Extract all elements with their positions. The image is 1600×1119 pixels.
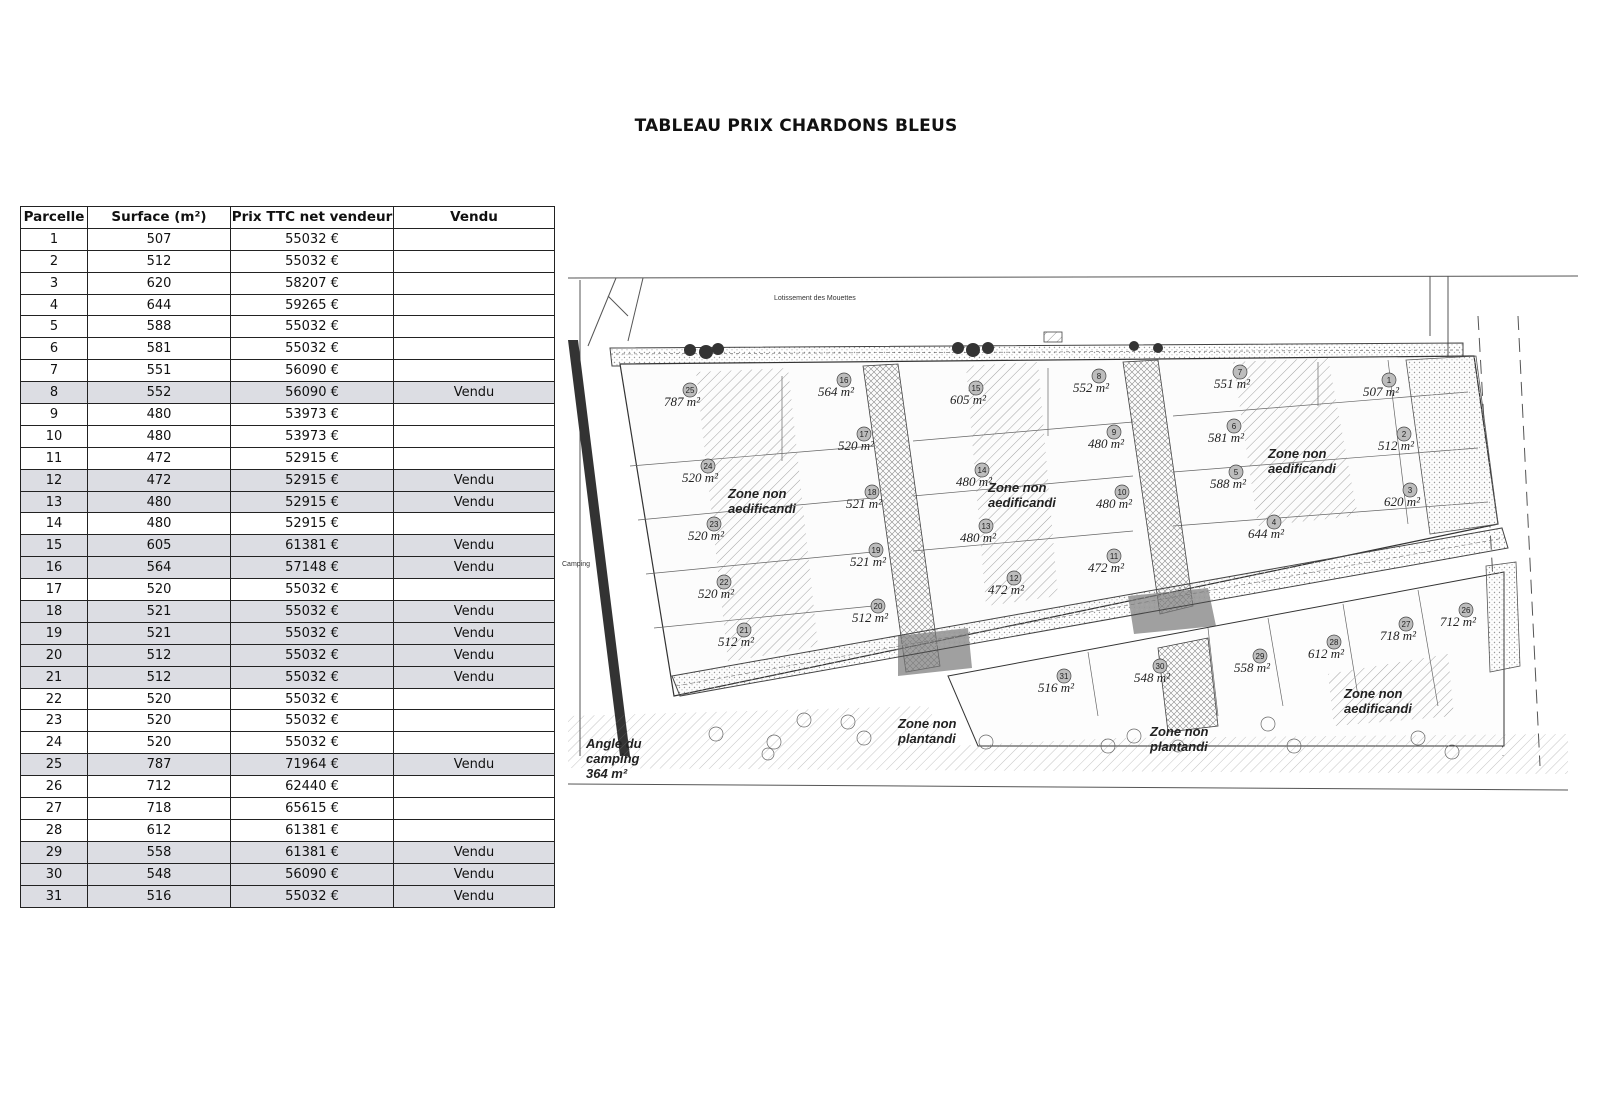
- cell-surface: 512: [88, 250, 231, 272]
- cell-prix: 55032 €: [231, 228, 394, 250]
- lot-number: 24: [703, 462, 713, 471]
- lot-area: 480 m²: [956, 474, 993, 489]
- lot-number: 7: [1237, 368, 1243, 377]
- cell-vendu: Vendu: [394, 644, 555, 666]
- cell-vendu: Vendu: [394, 885, 555, 907]
- cell-parcelle: 3: [21, 272, 88, 294]
- cell-parcelle: 15: [21, 535, 88, 557]
- lot-area: 548 m²: [1134, 670, 1171, 685]
- lot-area: 472 m²: [988, 582, 1025, 597]
- zone-label-line1: Zone non: [1344, 686, 1403, 701]
- lot-area: 480 m²: [960, 530, 997, 545]
- cell-vendu: Vendu: [394, 469, 555, 491]
- cell-prix: 55032 €: [231, 710, 394, 732]
- header-vendu: Vendu: [394, 207, 555, 229]
- lot-number: 22: [719, 578, 729, 587]
- cell-parcelle: 27: [21, 798, 88, 820]
- cell-prix: 62440 €: [231, 776, 394, 798]
- cell-parcelle: 25: [21, 754, 88, 776]
- cell-prix: 65615 €: [231, 798, 394, 820]
- cell-vendu: [394, 688, 555, 710]
- lot-area: 512 m²: [1378, 438, 1415, 453]
- zone-label-line2: aedificandi: [1344, 701, 1412, 716]
- cell-surface: 552: [88, 382, 231, 404]
- cell-vendu: [394, 819, 555, 841]
- cell-vendu: [394, 425, 555, 447]
- cell-parcelle: 21: [21, 666, 88, 688]
- zone-label-line2: aedificandi: [728, 501, 796, 516]
- table-row: [21, 841, 555, 863]
- cell-prix: 55032 €: [231, 338, 394, 360]
- lot-number: 8: [1096, 372, 1102, 381]
- table-row: [21, 425, 555, 447]
- lot-number: 21: [739, 626, 749, 635]
- cell-surface: 644: [88, 294, 231, 316]
- cell-parcelle: 6: [21, 338, 88, 360]
- lot-number: 2: [1401, 430, 1407, 439]
- cell-parcelle: 1: [21, 228, 88, 250]
- table-row: [21, 491, 555, 513]
- lot-area: 588 m²: [1210, 476, 1247, 491]
- cell-parcelle: 17: [21, 579, 88, 601]
- cell-prix: 55032 €: [231, 316, 394, 338]
- lot-area: 718 m²: [1380, 628, 1417, 643]
- cell-surface: 520: [88, 732, 231, 754]
- lot-area: 480 m²: [1088, 436, 1125, 451]
- cell-prix: 53973 €: [231, 404, 394, 426]
- lot-number: 27: [1401, 620, 1411, 629]
- cell-vendu: Vendu: [394, 863, 555, 885]
- cell-vendu: [394, 513, 555, 535]
- table-row: [21, 447, 555, 469]
- cell-surface: 558: [88, 841, 231, 863]
- cell-surface: 612: [88, 819, 231, 841]
- cell-surface: 712: [88, 776, 231, 798]
- cell-prix: 55032 €: [231, 732, 394, 754]
- lot-area: 521 m²: [846, 496, 883, 511]
- lot-number: 3: [1407, 486, 1413, 495]
- table-row: [21, 404, 555, 426]
- zone-label-line2: aedificandi: [1268, 461, 1336, 476]
- page-title: TABLEAU PRIX CHARDONS BLEUS: [634, 116, 958, 136]
- cell-prix: 55032 €: [231, 250, 394, 272]
- cell-parcelle: 22: [21, 688, 88, 710]
- cell-parcelle: 28: [21, 819, 88, 841]
- lot-number: 4: [1271, 518, 1277, 527]
- cell-prix: 52915 €: [231, 513, 394, 535]
- cell-prix: 55032 €: [231, 688, 394, 710]
- cell-vendu: Vendu: [394, 754, 555, 776]
- cell-vendu: [394, 228, 555, 250]
- cell-vendu: [394, 579, 555, 601]
- lot-number: 31: [1059, 672, 1069, 681]
- lot-number: 26: [1461, 606, 1471, 615]
- cell-prix: 61381 €: [231, 819, 394, 841]
- lot-number: 6: [1231, 422, 1237, 431]
- lot-area: 507 m²: [1363, 384, 1400, 399]
- zone-label-line1: Zone non: [1268, 446, 1327, 461]
- table-row: [21, 338, 555, 360]
- lot-area: 520 m²: [682, 470, 719, 485]
- cell-vendu: [394, 732, 555, 754]
- lot-number: 20: [873, 602, 883, 611]
- lot-number: 5: [1233, 468, 1239, 477]
- cell-parcelle: 30: [21, 863, 88, 885]
- cell-vendu: [394, 316, 555, 338]
- cell-surface: 521: [88, 601, 231, 623]
- lot-area: 605 m²: [950, 392, 987, 407]
- table-row: [21, 798, 555, 820]
- cell-vendu: [394, 447, 555, 469]
- cell-vendu: Vendu: [394, 666, 555, 688]
- cell-prix: 55032 €: [231, 601, 394, 623]
- lot-number: 23: [709, 520, 719, 529]
- cell-parcelle: 12: [21, 469, 88, 491]
- table-row: [21, 469, 555, 491]
- cell-parcelle: 14: [21, 513, 88, 535]
- cell-vendu: [394, 404, 555, 426]
- lot-area: 552 m²: [1073, 380, 1110, 395]
- cell-prix: 56090 €: [231, 360, 394, 382]
- lot-number: 11: [1109, 552, 1119, 561]
- cell-parcelle: 2: [21, 250, 88, 272]
- cell-vendu: Vendu: [394, 557, 555, 579]
- cell-parcelle: 31: [21, 885, 88, 907]
- cell-surface: 620: [88, 272, 231, 294]
- lot-number: 17: [859, 430, 869, 439]
- cell-parcelle: 8: [21, 382, 88, 404]
- zone-label-line1: Zone non: [1150, 724, 1209, 739]
- header-surface: Surface (m²): [88, 207, 231, 229]
- table-row: [21, 666, 555, 688]
- table-row: [21, 688, 555, 710]
- cell-parcelle: 26: [21, 776, 88, 798]
- cell-parcelle: 29: [21, 841, 88, 863]
- lot-area: 480 m²: [1096, 496, 1133, 511]
- table-row: [21, 557, 555, 579]
- cell-prix: 59265 €: [231, 294, 394, 316]
- table-row: [21, 535, 555, 557]
- table-row: [21, 622, 555, 644]
- price-table: [20, 206, 555, 908]
- lot-number: 14: [977, 466, 987, 475]
- table-row: [21, 228, 555, 250]
- cell-surface: 551: [88, 360, 231, 382]
- cell-parcelle: 19: [21, 622, 88, 644]
- lot-number: 29: [1255, 652, 1265, 661]
- cell-vendu: Vendu: [394, 601, 555, 623]
- table-row: [21, 710, 555, 732]
- table-row: [21, 513, 555, 535]
- table-row: [21, 294, 555, 316]
- cell-parcelle: 24: [21, 732, 88, 754]
- cell-vendu: Vendu: [394, 535, 555, 557]
- lot-area: 520 m²: [698, 586, 735, 601]
- table-row: [21, 732, 555, 754]
- cell-prix: 53973 €: [231, 425, 394, 447]
- cell-surface: 787: [88, 754, 231, 776]
- lot-number: 10: [1117, 488, 1127, 497]
- plan-top-label: Lotissement des Mouettes: [774, 295, 856, 302]
- site-plan-drawing: [562, 276, 1578, 816]
- cell-parcelle: 9: [21, 404, 88, 426]
- lot-number: 12: [1009, 574, 1019, 583]
- cell-vendu: [394, 338, 555, 360]
- table-row: [21, 360, 555, 382]
- lot-area: 520 m²: [688, 528, 725, 543]
- cell-surface: 472: [88, 447, 231, 469]
- cell-prix: 52915 €: [231, 447, 394, 469]
- cell-surface: 520: [88, 688, 231, 710]
- lot-area: 581 m²: [1208, 430, 1245, 445]
- table-row: [21, 776, 555, 798]
- lot-area: 472 m²: [1088, 560, 1125, 575]
- cell-vendu: [394, 250, 555, 272]
- lot-area: 520 m²: [838, 438, 875, 453]
- table-row: [21, 863, 555, 885]
- lot-area: 521 m²: [850, 554, 887, 569]
- lot-number: 15: [971, 384, 981, 393]
- cell-surface: 480: [88, 513, 231, 535]
- cell-surface: 564: [88, 557, 231, 579]
- cell-prix: 56090 €: [231, 382, 394, 404]
- cell-parcelle: 7: [21, 360, 88, 382]
- cell-surface: 472: [88, 469, 231, 491]
- cell-surface: 516: [88, 885, 231, 907]
- lot-number: 16: [839, 376, 849, 385]
- cell-parcelle: 13: [21, 491, 88, 513]
- cell-surface: 507: [88, 228, 231, 250]
- cell-prix: 52915 €: [231, 469, 394, 491]
- header-prix: Prix TTC net vendeur: [231, 207, 394, 229]
- lot-area: 620 m²: [1384, 494, 1421, 509]
- cell-vendu: Vendu: [394, 841, 555, 863]
- zone-label-line2: aedificandi: [988, 495, 1056, 510]
- cell-parcelle: 18: [21, 601, 88, 623]
- cell-surface: 605: [88, 535, 231, 557]
- lot-area: 512 m²: [718, 634, 755, 649]
- lot-area: 512 m²: [852, 610, 889, 625]
- lot-area: 551 m²: [1214, 376, 1251, 391]
- angle-line1: Angle du: [586, 736, 642, 751]
- table-header-row: [21, 207, 555, 229]
- cell-vendu: [394, 294, 555, 316]
- cell-parcelle: 5: [21, 316, 88, 338]
- cell-surface: 480: [88, 491, 231, 513]
- lot-area: 644 m²: [1248, 526, 1285, 541]
- cell-surface: 520: [88, 579, 231, 601]
- cell-surface: 581: [88, 338, 231, 360]
- cell-prix: 55032 €: [231, 885, 394, 907]
- cell-surface: 548: [88, 863, 231, 885]
- cell-prix: 61381 €: [231, 841, 394, 863]
- lot-number: 25: [685, 386, 695, 395]
- cell-prix: 55032 €: [231, 579, 394, 601]
- cell-prix: 55032 €: [231, 666, 394, 688]
- lot-area: 612 m²: [1308, 646, 1345, 661]
- cell-parcelle: 10: [21, 425, 88, 447]
- cell-prix: 55032 €: [231, 644, 394, 666]
- header-parcelle: Parcelle: [21, 207, 88, 229]
- cell-parcelle: 20: [21, 644, 88, 666]
- cell-vendu: Vendu: [394, 382, 555, 404]
- table-row: [21, 382, 555, 404]
- lot-number: 1: [1386, 376, 1392, 385]
- table-row: [21, 644, 555, 666]
- zone-label-line1: Zone non: [988, 480, 1047, 495]
- angle-line3: 364 m²: [586, 766, 628, 781]
- plan-side-label: Camping: [562, 561, 591, 568]
- lot-number: 18: [867, 488, 877, 497]
- table-row: [21, 272, 555, 294]
- lot-area: 712 m²: [1440, 614, 1477, 629]
- cell-prix: 55032 €: [231, 622, 394, 644]
- cell-vendu: [394, 710, 555, 732]
- angle-line2: camping: [586, 751, 640, 766]
- lot-number: 13: [981, 522, 991, 531]
- lot-area: 558 m²: [1234, 660, 1271, 675]
- cell-prix: 57148 €: [231, 557, 394, 579]
- table-row: [21, 316, 555, 338]
- cell-prix: 71964 €: [231, 754, 394, 776]
- lot-number: 28: [1329, 638, 1339, 647]
- site-plan: [562, 276, 1578, 816]
- angle-camping-label: [585, 736, 642, 781]
- table-row: [21, 819, 555, 841]
- cell-vendu: [394, 798, 555, 820]
- zone-label-line1: Zone non: [728, 486, 787, 501]
- west-boundary: [568, 340, 630, 756]
- cell-parcelle: 23: [21, 710, 88, 732]
- cell-prix: 56090 €: [231, 863, 394, 885]
- cell-vendu: Vendu: [394, 622, 555, 644]
- lot-number: 30: [1155, 662, 1165, 671]
- cell-surface: 480: [88, 404, 231, 426]
- cell-prix: 61381 €: [231, 535, 394, 557]
- cell-surface: 520: [88, 710, 231, 732]
- zone-label-line2: plantandi: [898, 731, 956, 746]
- cell-prix: 52915 €: [231, 491, 394, 513]
- lot-area: 564 m²: [818, 384, 855, 399]
- zone-label-line2: plantandi: [1150, 739, 1208, 754]
- cell-vendu: Vendu: [394, 491, 555, 513]
- cell-parcelle: 11: [21, 447, 88, 469]
- cell-surface: 512: [88, 644, 231, 666]
- table-row: [21, 601, 555, 623]
- cell-surface: 512: [88, 666, 231, 688]
- lot-number: 19: [871, 546, 881, 555]
- cell-vendu: [394, 776, 555, 798]
- cell-prix: 58207 €: [231, 272, 394, 294]
- lot-area: 516 m²: [1038, 680, 1075, 695]
- cell-parcelle: 16: [21, 557, 88, 579]
- cell-surface: 588: [88, 316, 231, 338]
- cell-parcelle: 4: [21, 294, 88, 316]
- table-row: [21, 579, 555, 601]
- lot-area: 787 m²: [664, 394, 701, 409]
- table-row: [21, 754, 555, 776]
- cell-surface: 521: [88, 622, 231, 644]
- cell-vendu: [394, 272, 555, 294]
- zone-label-line1: Zone non: [898, 716, 957, 731]
- cell-vendu: [394, 360, 555, 382]
- cell-surface: 480: [88, 425, 231, 447]
- table-row: [21, 250, 555, 272]
- cell-surface: 718: [88, 798, 231, 820]
- lot-number: 9: [1111, 428, 1117, 437]
- table-row: [21, 885, 555, 907]
